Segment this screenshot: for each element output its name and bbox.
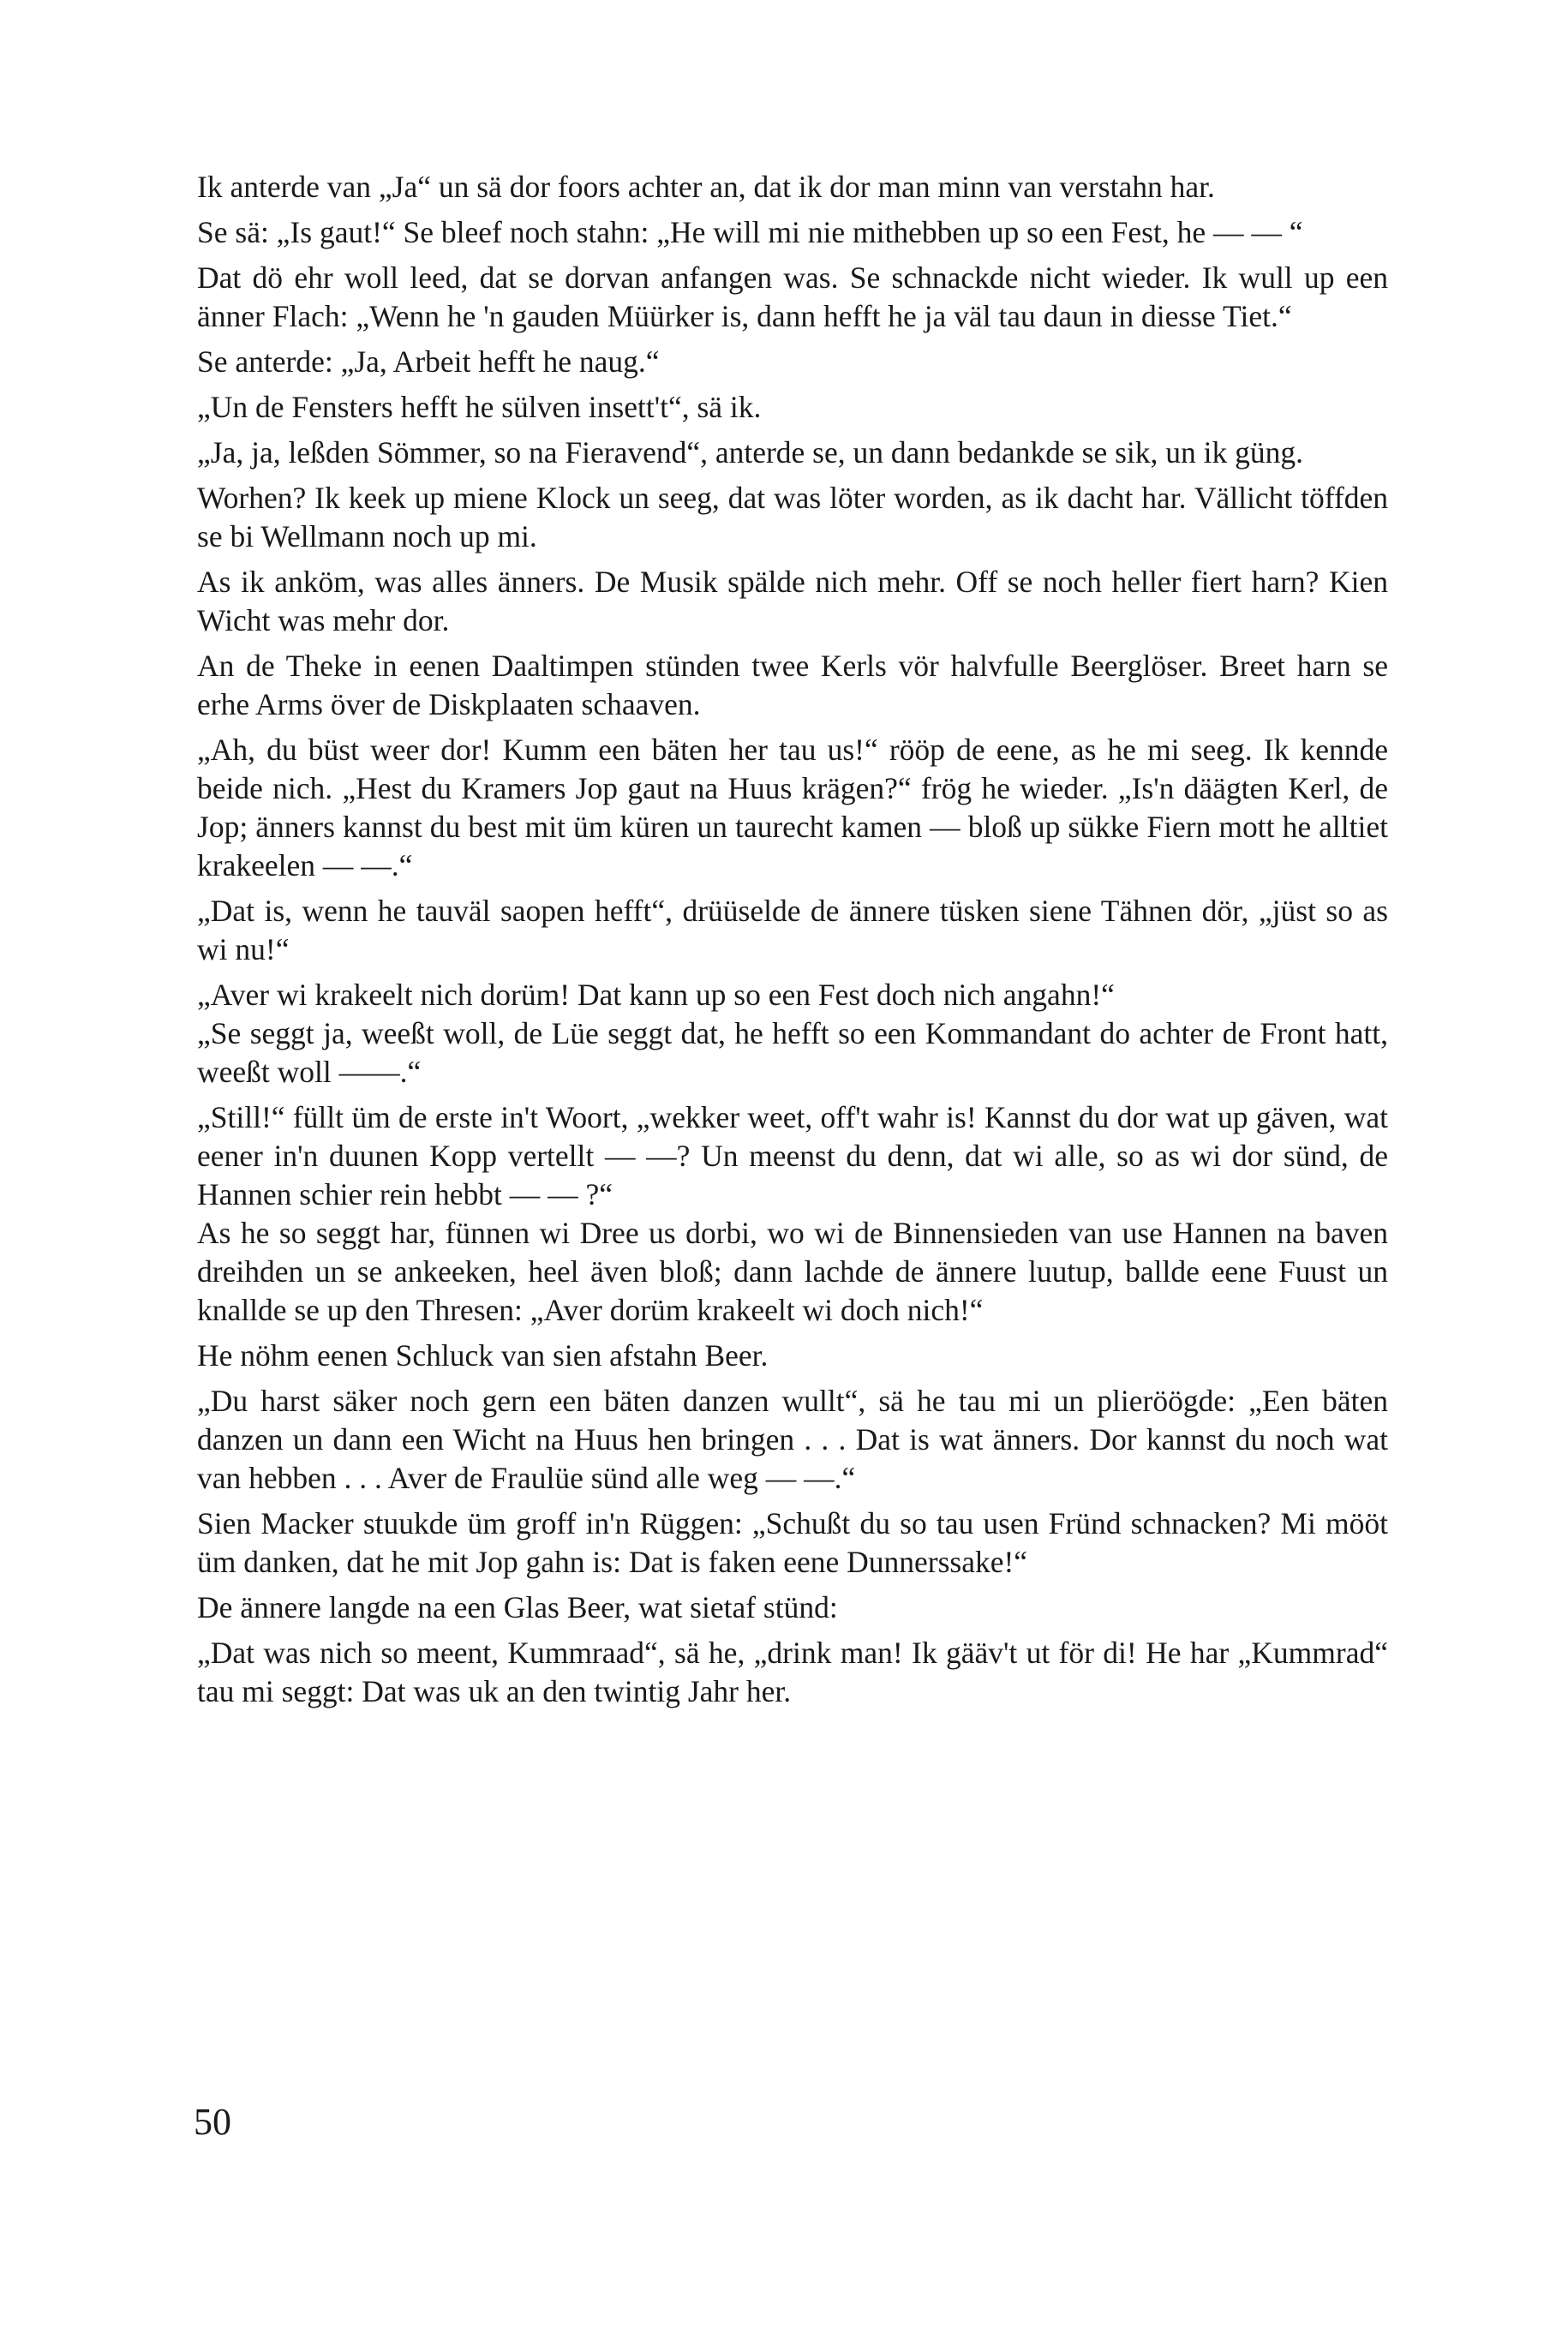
- paragraph: „Du harst säker noch gern een bäten danzen wullt“, sä he tau mi un plieröögde: „Een bäten danzen un dann een Wicht na Huus hen bringen . . . Dat is wat änners. Dor kannst du noch wat van hebben . . . Aver de Fraulüe sünd alle weg — —.“: [197, 1384, 1388, 1495]
- paragraph: „Se seggt ja, weeßt woll, de Lüe seggt dat, he hefft so een Kommandant do achter de Front hatt, weeßt woll ——.“: [197, 1016, 1388, 1089]
- paragraph: „Un de Fensters hefft he sülven insett't“, sä ik.: [197, 390, 762, 424]
- paragraph: De ännere langde na een Glas Beer, wat sietaf stünd:: [197, 1590, 838, 1624]
- paragraph: „Dat was nich so meent, Kummraad“, sä he, „drink man! Ik gääv't ut för di! He har „Kummrad“ tau mi seggt: Dat was uk an den twintig Jahr her.: [197, 1636, 1388, 1708]
- paragraph: „Dat is, wenn he tauväl saopen hefft“, drüüselde de ännere tüsken siene Tähnen dör, „jüst so as wi nu!“: [197, 894, 1388, 966]
- paragraph: As he so seggt har, fünnen wi Dree us dorbi, wo wi de Binnensieden van use Hannen na baven dreihden un se ankeeken, heel även bloß; dann lachde de ännere luutup, ballde eene Fuust un knallde se up den Thresen: „Aver dorüm krakeelt wi doch nich!“: [197, 1216, 1388, 1327]
- paragraph: Se sä: „Is gaut!“ Se bleef noch stahn: „He will mi nie mithebben up so een Fest, he — — “: [197, 215, 1303, 249]
- paragraph: An de Theke in eenen Daaltimpen stünden twee Kerls vör halvfulle Beerglöser. Breet harn se erhe Arms över de Diskplaaten schaaven.: [197, 649, 1388, 721]
- paragraph: „Ja, ja, leßden Sömmer, so na Fieravend“, anterde se, un dann bedankde se sik, un ik güng.: [197, 435, 1304, 470]
- paragraph: Se anterde: „Ja, Arbeit hefft he naug.“: [197, 344, 660, 379]
- paragraph: Sien Macker stuukde üm groff in'n Rüggen: „Schußt du so tau usen Fründ schnacken? Mi mööt üm danken, dat he mit Jop gahn is: Dat is faken eene Dunnerssake!“: [197, 1506, 1388, 1579]
- paragraph: Dat dö ehr woll leed, dat se dorvan anfangen was. Se schnackde nicht wieder. Ik wull up een änner Flach: „Wenn he 'n gauden Müürker is, dann hefft he ja väl tau daun in diesse Tiet.“: [197, 260, 1388, 333]
- paragraph: As ik anköm, was alles änners. De Musik spälde nich mehr. Off se noch heller fiert harn? Kien Wicht was mehr dor.: [197, 565, 1388, 637]
- paragraph: „Aver wi krakeelt nich dorüm! Dat kann up so een Fest doch nich angahn!“: [197, 978, 1115, 1012]
- paragraph: He nöhm eenen Schluck van sien afstahn Beer.: [197, 1338, 769, 1373]
- paragraph: Worhen? Ik keek up miene Klock un seeg, dat was löter worden, as ik dacht har. Vällicht töffden se bi Wellmann noch up mi.: [197, 481, 1388, 553]
- paragraph: „Still!“ füllt üm de erste in't Woort, „wekker weet, off't wahr is! Kannst du dor wat up gäven, wat eener in'n duunen Kopp vertellt — —? Un meenst du denn, dat wi alle, so as wi dor sünd, de Hannen schier rein hebbt — — ?“: [197, 1100, 1388, 1211]
- paragraph: Ik anterde van „Ja“ un sä dor foors achter an, dat ik dor man minn van verstahn har.: [197, 170, 1215, 204]
- paragraph: „Ah, du büst weer dor! Kumm een bäten her tau us!“ rööp de eene, as he mi seeg. Ik kennde beide nich. „Hest du Kramers Jop gaut na Huus krägen?“ frög he wieder. „Is'n däägten Kerl, de Jop; änners kannst du best mit üm küren un taurecht kamen — bloß up sükke Fiern mott he alltiet krakeelen — —.“: [197, 733, 1388, 882]
- page-body: [197, 168, 1388, 1718]
- page-number: 50: [194, 2101, 231, 2143]
